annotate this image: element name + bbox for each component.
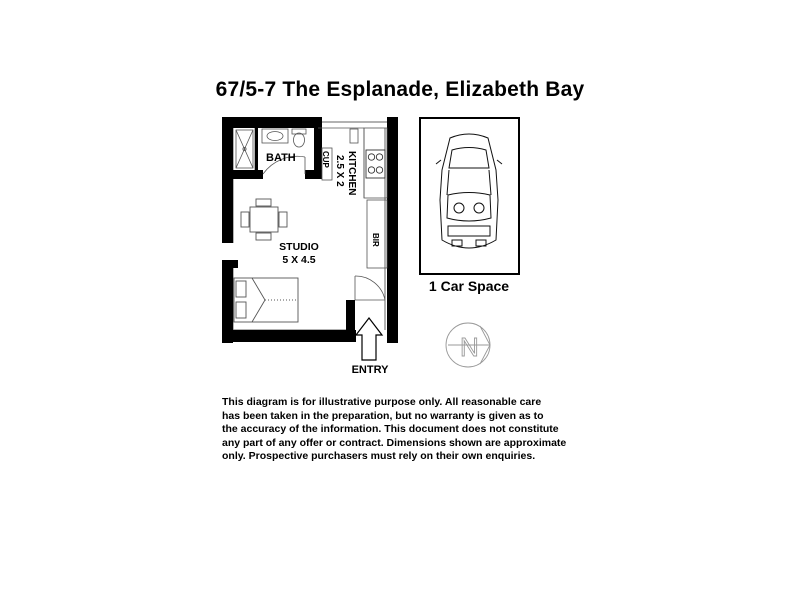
wall-left-stub — [222, 260, 238, 268]
entry-door — [355, 276, 385, 300]
wall-bath-right — [314, 117, 322, 179]
bed-icon — [234, 278, 298, 322]
cooktop-icon — [366, 150, 385, 178]
disclaimer-line: any part of any offer or contract. Dimensions shown are approximate — [222, 436, 567, 449]
wall-bottom — [222, 330, 356, 342]
disclaimer-line: only. Prospective purchasers must rely on their own enquiries. — [222, 450, 536, 463]
toilet-icon — [292, 129, 306, 147]
bath-label: BATH — [266, 152, 296, 164]
entry-arrow-icon — [356, 318, 382, 360]
outer-walls — [222, 117, 398, 343]
wall-shower-divider — [255, 128, 258, 170]
studio-dims-label: 5 X 4.5 — [282, 254, 316, 266]
page-title: 67/5-7 The Esplanade, Elizabeth Bay — [215, 78, 585, 101]
kitchen-dims-label: 2.5 X 2 — [334, 155, 345, 187]
compass-letter: N — [460, 332, 479, 362]
wall-right — [387, 117, 398, 343]
dining-table-icon — [241, 199, 287, 240]
disclaimer — [222, 396, 582, 464]
wall-left-top — [222, 117, 233, 243]
car-space-frame — [420, 118, 519, 274]
cup-label: CUP — [321, 151, 330, 168]
basin-icon — [262, 129, 288, 143]
kitchen-name-label: KITCHEN — [346, 151, 357, 196]
wall-entry-jamb — [346, 300, 355, 342]
disclaimer-line: the accuracy of the information. This document does not constitute — [222, 423, 559, 436]
car-space-label: 1 Car Space — [428, 278, 510, 294]
car-icon — [436, 134, 502, 248]
wall-bath-bottom-left — [233, 170, 263, 179]
disclaimer-line: This diagram is for illustrative purpose only. All reasonable care — [222, 396, 542, 408]
wall-bath-bottom-right — [305, 170, 322, 179]
shower-icon — [236, 130, 253, 168]
studio-name-label: STUDIO — [279, 241, 319, 253]
kitchen-sink — [350, 129, 358, 143]
entry-label: ENTRY — [351, 364, 389, 376]
disclaimer-line: has been taken in the preparation, but no warranty is given as to — [222, 409, 544, 422]
wall-top-bath — [222, 117, 322, 128]
bir-label: BIR — [371, 233, 380, 247]
